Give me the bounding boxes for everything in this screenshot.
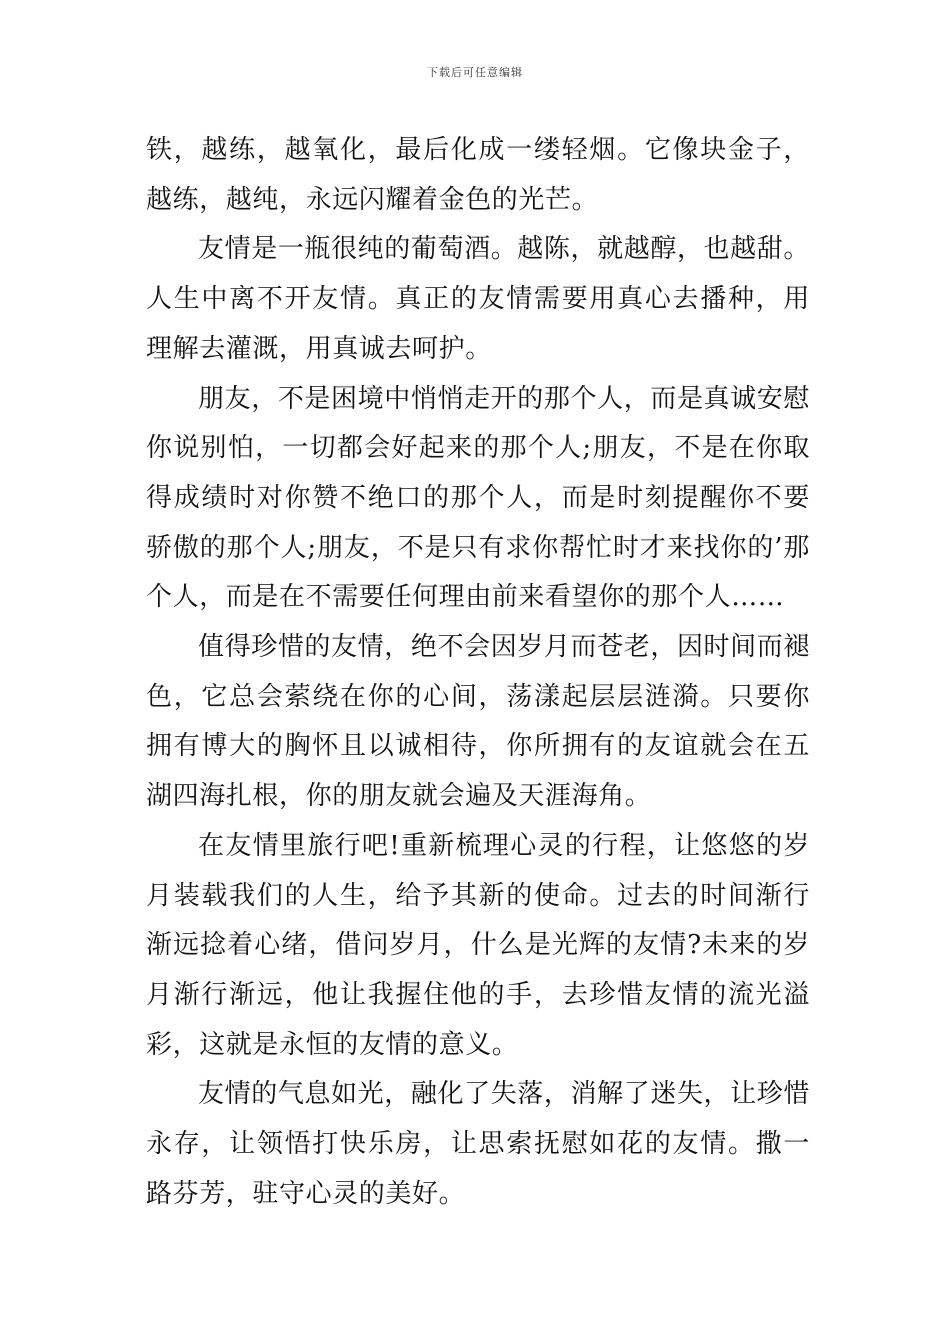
paragraph: 朋友，不是困境中悄悄走开的那个人，而是真诚安慰你说别怕，一切都会好起来的那个人;朋友，不是在你取得成绩时对你赞不绝口的那个人，而是时刻提醒你不要骄傲的那个人;朋友，不是只有求你帮忙时才来找你的’那个人，而是在不需要任何理由前来看望你的那个人……	[146, 383, 810, 613]
paragraph: 在友情里旅行吧!重新梳理心灵的行程，让悠悠的岁月装载我们的人生，给予其新的使命。过去的时间渐行渐远捻着心绪，借问岁月，什么是光辉的友情?未来的岁月渐行渐远，他让我握住他的手，去珍惜友情的流光溢彩，这就是永恒的友情的意义。	[146, 830, 810, 1060]
article-body	[146, 126, 810, 1219]
paragraph: 值得珍惜的友情，绝不会因岁月而苍老，因时间而褪色，它总会萦绕在你的心间，荡漾起层层涟漪。只要你拥有博大的胸怀且以诚相待，你所拥有的友谊就会在五湖四海扎根，你的朋友就会遍及天涯海角。	[146, 632, 810, 812]
paragraph: 友情是一瓶很纯的葡萄酒。越陈，就越醇，也越甜。人生中离不开友情。真正的友情需要用真心去播种，用理解去灌溉，用真诚去呵护。	[146, 234, 810, 364]
paragraph-continuation: 铁，越练，越氧化，最后化成一缕轻烟。它像块金子，越练，越纯，永远闪耀着金色的光芒。	[146, 135, 810, 215]
paragraph: 友情的气息如光，融化了失落，消解了迷失，让珍惜永存，让领悟打快乐房，让思索抚慰如花的友情。撒一路芬芳，驻守心灵的美好。	[146, 1079, 810, 1209]
page-header: 下载后可任意编辑	[427, 66, 523, 79]
